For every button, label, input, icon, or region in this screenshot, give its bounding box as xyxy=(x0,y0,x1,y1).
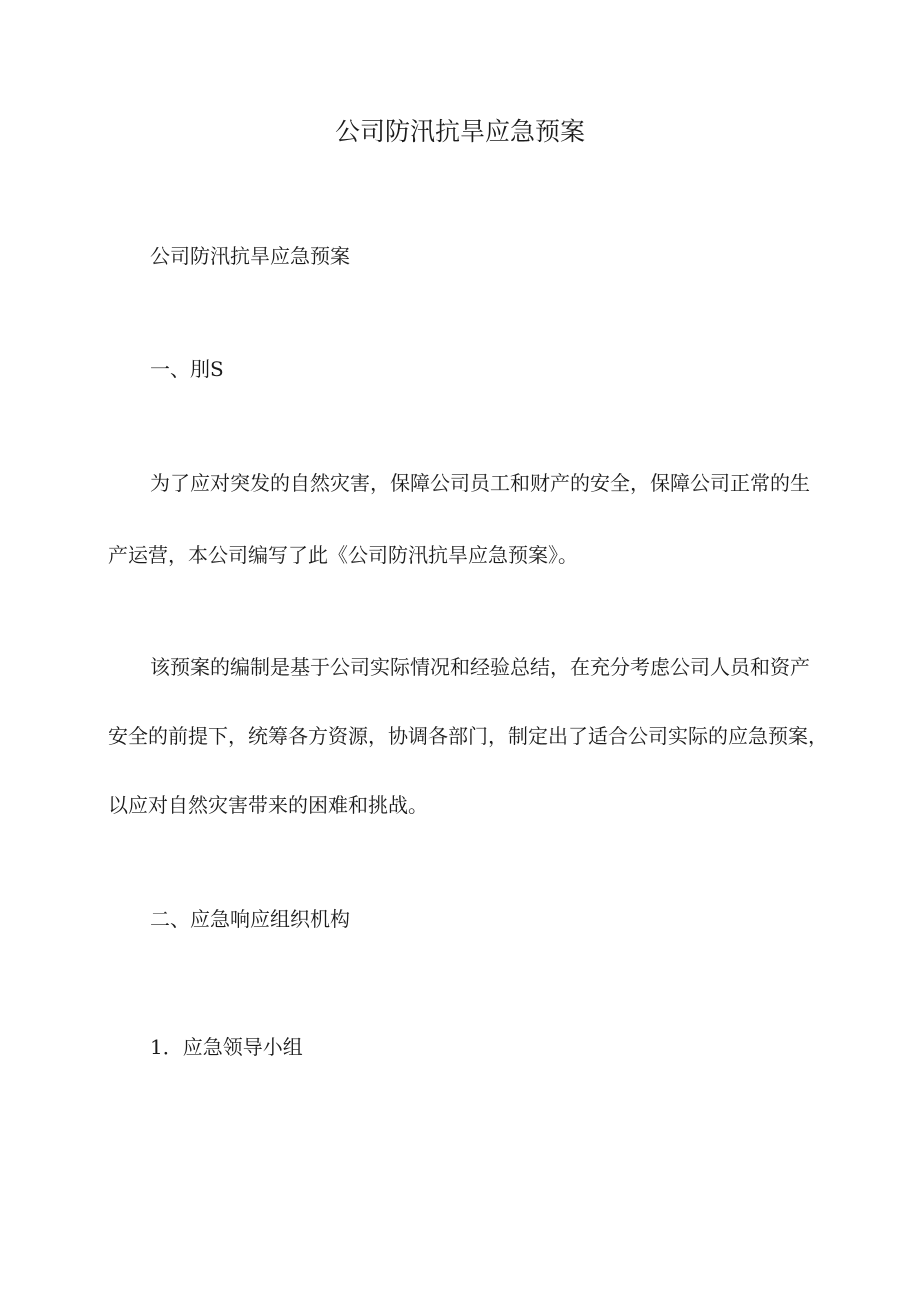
paragraph-line: 以应对自然灾害带来的困难和挑战。 xyxy=(108,793,428,817)
paragraph-line: 为了应对突发的自然灾害，保障公司员工和财产的安全，保障公司正常的生 xyxy=(150,471,810,495)
paragraph-line: 该预案的编制是基于公司实际情况和经验总结，在充分考虑公司人员和资产 xyxy=(150,655,810,679)
document-title: 公司防汛抗旱应急预案 xyxy=(334,117,585,146)
section-heading-organization: 二、应急响应组织机构 xyxy=(150,907,350,931)
list-item-leadership-group: 1．应急领导小组 xyxy=(150,1035,303,1059)
paragraph-line: 安全的前提下，统筹各方资源，协调各部门，制定出了适合公司实际的应急预案， xyxy=(108,724,828,748)
document-subtitle: 公司防汛抗旱应急预案 xyxy=(150,244,350,268)
section-heading-foreword: 一、刖S xyxy=(150,357,224,381)
paragraph-line: 产运营，本公司编写了此《公司防汛抗旱应急预案》。 xyxy=(108,543,578,567)
